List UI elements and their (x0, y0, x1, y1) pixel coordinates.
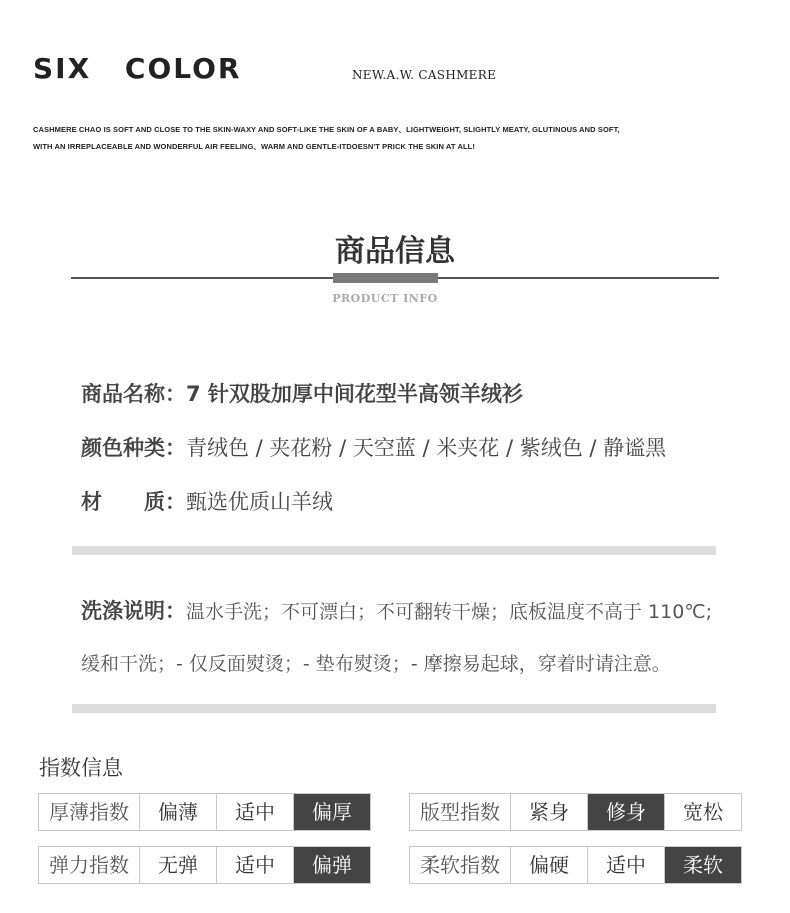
title-accent-bar (333, 273, 438, 283)
product-material-value: 甄选优质山羊绒 (186, 490, 333, 514)
product-color-value: 青绒色 / 夹花粉 / 天空蓝 / 米夹花 / 紫绒色 / 静谧黑 (186, 436, 667, 460)
tagline-line-1: CASHMERE CHAO IS SOFT AND CLOSE TO THE SKIN-WAXY AND SOFT-LIKE THE SKIN OF A BABY、LIGHTWEIGHT, SLIGHTLY MEATY, GLUTINOUS AND SOFT, (33, 125, 620, 134)
product-color-row (81, 432, 666, 462)
fit-option: 紧身 (510, 794, 587, 830)
fit-index (409, 793, 742, 831)
brand-tagline (33, 121, 733, 155)
softness-option: 偏硬 (510, 847, 587, 883)
divider-bar (72, 704, 716, 713)
washing-line-2: 缓和干洗；- 仅反面熨烫；- 垫布熨烫；- 摩擦易起球，穿着时请注意。 (81, 653, 671, 675)
washing-text-1: 温水手洗；不可漂白；不可翻转干燥；底板温度不高于 110℃; (186, 601, 713, 623)
elasticity-index-label: 弹力指数 (49, 853, 129, 877)
washing-line-1 (81, 595, 712, 625)
product-color-label: 颜色种类： (81, 436, 186, 460)
softness-index (409, 846, 742, 884)
product-name-label: 商品名称： (81, 382, 186, 406)
product-name-value: 7 针双股加厚中间花型半高领羊绒衫 (186, 382, 523, 406)
fit-option: 宽松 (664, 794, 741, 830)
tagline-line-2: WITH AN IRREPLACEABLE AND WONDERFUL AIR FEELING、WARM AND GENTLE-ITDOESN'T PRICK THE SKIN AT ALL! (33, 142, 475, 151)
thickness-index-label: 厚薄指数 (49, 800, 129, 824)
product-material-label: 材 质： (81, 490, 186, 514)
elasticity-option: 偏弹 (293, 847, 370, 883)
elasticity-index (38, 846, 371, 884)
softness-option: 适中 (587, 847, 664, 883)
washing-label: 洗涤说明： (81, 599, 186, 623)
fit-index-label: 版型指数 (420, 800, 500, 824)
divider-bar (72, 546, 716, 555)
product-material-row (81, 486, 333, 516)
elasticity-option: 适中 (216, 847, 293, 883)
softness-option: 柔软 (664, 847, 741, 883)
thickness-index (38, 793, 371, 831)
product-name-row (81, 378, 523, 408)
brand-title: SIX COLOR (33, 52, 242, 85)
thickness-option: 适中 (216, 794, 293, 830)
section-title: 商品信息 (335, 234, 455, 269)
thickness-option: 偏薄 (139, 794, 216, 830)
fit-option: 修身 (587, 794, 664, 830)
brand-subtitle: NEW.A.W. CASHMERE (352, 68, 497, 82)
softness-index-label: 柔软指数 (420, 853, 500, 877)
thickness-option: 偏厚 (293, 794, 370, 830)
elasticity-option: 无弹 (139, 847, 216, 883)
index-title: 指数信息 (39, 756, 123, 780)
section-subtitle: PRODUCT INFO (332, 292, 438, 305)
